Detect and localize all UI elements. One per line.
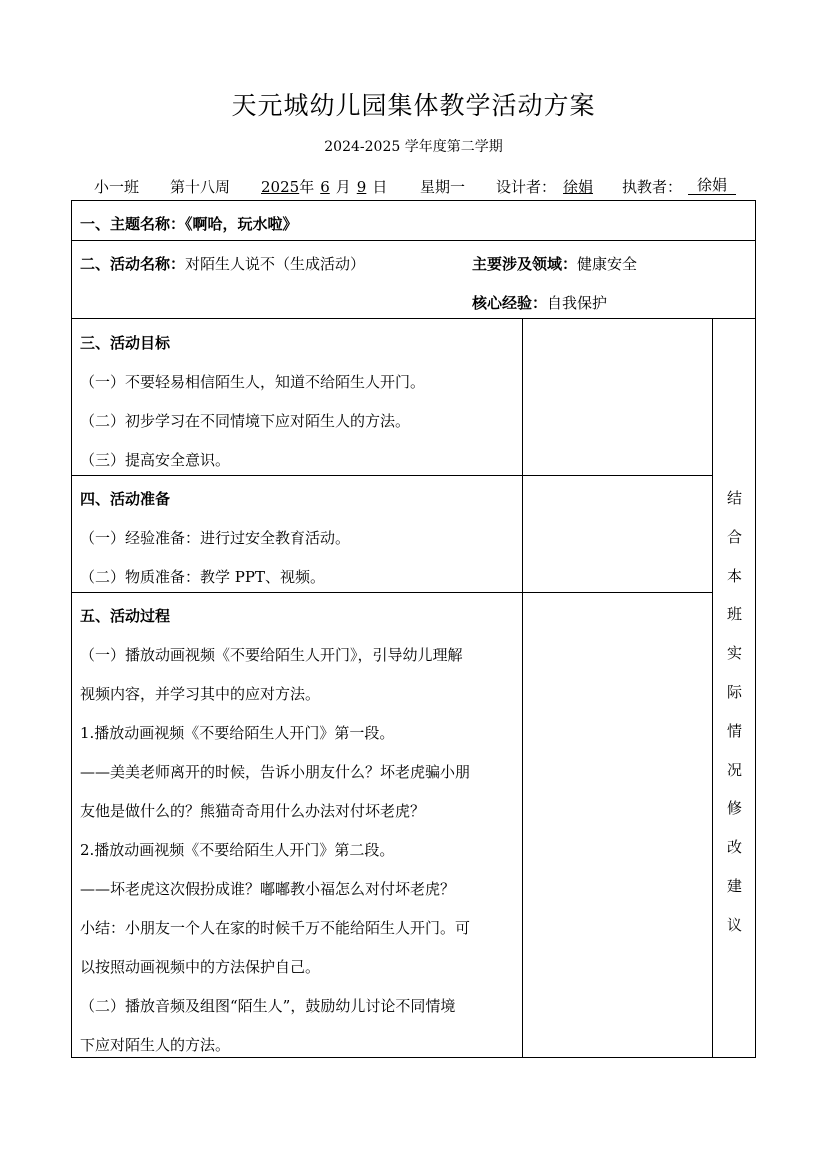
date-year-unit: 年 [299,178,315,196]
note-char: 合 [726,527,742,546]
process-line: 以按照动画视频中的方法保护自己。 [80,958,321,976]
note-char: 实 [726,644,742,663]
note-char: 建 [726,876,742,895]
row-divider [71,318,756,319]
weekday: 星期一 [420,178,466,196]
term-subtitle: 2024-2025 学年度第二学期 [324,139,503,155]
activity-label: 二、活动名称： [80,255,186,273]
process-heading: 五、活动过程 [80,607,171,625]
prep-item: （二）物质准备：教学 PPT、视频。 [80,568,325,586]
activity-value: 对陌生人说不（生成活动） [185,255,366,273]
process-line: ——坏老虎这次假扮成谁？嘟嘟教小福怎么对付坏老虎？ [80,880,456,898]
process-line: 2.播放动画视频《不要给陌生人开门》第二段。 [80,841,395,859]
revision-note-column [713,488,756,954]
process-line: （一）播放动画视频《不要给陌生人开门》，引导幼儿理解 [80,646,463,664]
designer-label: 设计者： [496,178,557,196]
note-char: 班 [726,605,742,624]
process-line: 下应对陌生人的方法。 [80,1036,231,1054]
date-month: 6 [320,178,330,196]
date-day-unit: 日 [372,178,388,196]
prep-item: （一）经验准备：进行过安全教育活动。 [80,529,351,547]
row-divider [71,592,713,593]
teacher-name: 徐娟 [688,176,736,195]
theme-row [80,214,298,234]
process-line: 小结：小朋友一个人在家的时候千万不能给陌生人开门。可 [80,919,471,937]
core-row [472,293,607,313]
core-value: 自我保护 [547,294,608,312]
domain-value: 健康安全 [577,255,638,273]
process-line: （二）播放音频及组图“陌生人”，鼓励幼儿讨论不同情境 [80,997,456,1015]
note-char: 情 [726,721,742,740]
theme-label: 一、主题名称： [80,215,186,233]
theme-value: 《啊哈，玩水啦》 [185,215,298,233]
note-char: 况 [726,760,742,779]
domain-row [472,254,637,274]
document-title: 天元城幼儿园集体教学活动方案 [231,91,596,120]
note-char: 结 [726,489,742,507]
week: 第十八周 [170,178,231,196]
date-day: 9 [356,178,367,196]
teacher-label: 执教者： [622,178,683,196]
note-char: 修 [726,799,742,818]
goal-item: （三）提高安全意识。 [80,451,231,469]
date-month-unit: 月 [335,178,351,196]
note-char: 改 [726,838,742,857]
note-char: 本 [726,566,742,585]
goals-heading: 三、活动目标 [80,334,171,352]
domain-label: 主要涉及领域： [472,255,578,273]
date-year: 2025 [261,178,300,196]
column-divider [522,318,523,1058]
date [261,176,387,197]
goal-item: （二）初步学习在不同情境下应对陌生人的方法。 [80,412,411,430]
activity-row [80,254,365,274]
prep-heading: 四、活动准备 [80,490,171,508]
process-line: 1.播放动画视频《不要给陌生人开门》第一段。 [80,724,395,742]
class-name: 小一班 [94,178,140,196]
process-line: 友他是做什么的？熊猫奇奇用什么办法对付坏老虎？ [80,802,426,820]
row-divider [71,240,756,241]
row-divider [71,475,713,476]
note-char: 议 [726,915,742,934]
note-char: 际 [726,682,742,701]
core-label: 核心经验： [472,294,548,312]
process-line: 视频内容，并学习其中的应对方法。 [80,685,321,703]
goal-item: （一）不要轻易相信陌生人，知道不给陌生人开门。 [80,373,426,391]
designer-name: 徐娟 [563,178,594,196]
process-line: ——美美老师离开的时候，告诉小朋友什么？坏老虎骗小朋 [80,763,471,781]
